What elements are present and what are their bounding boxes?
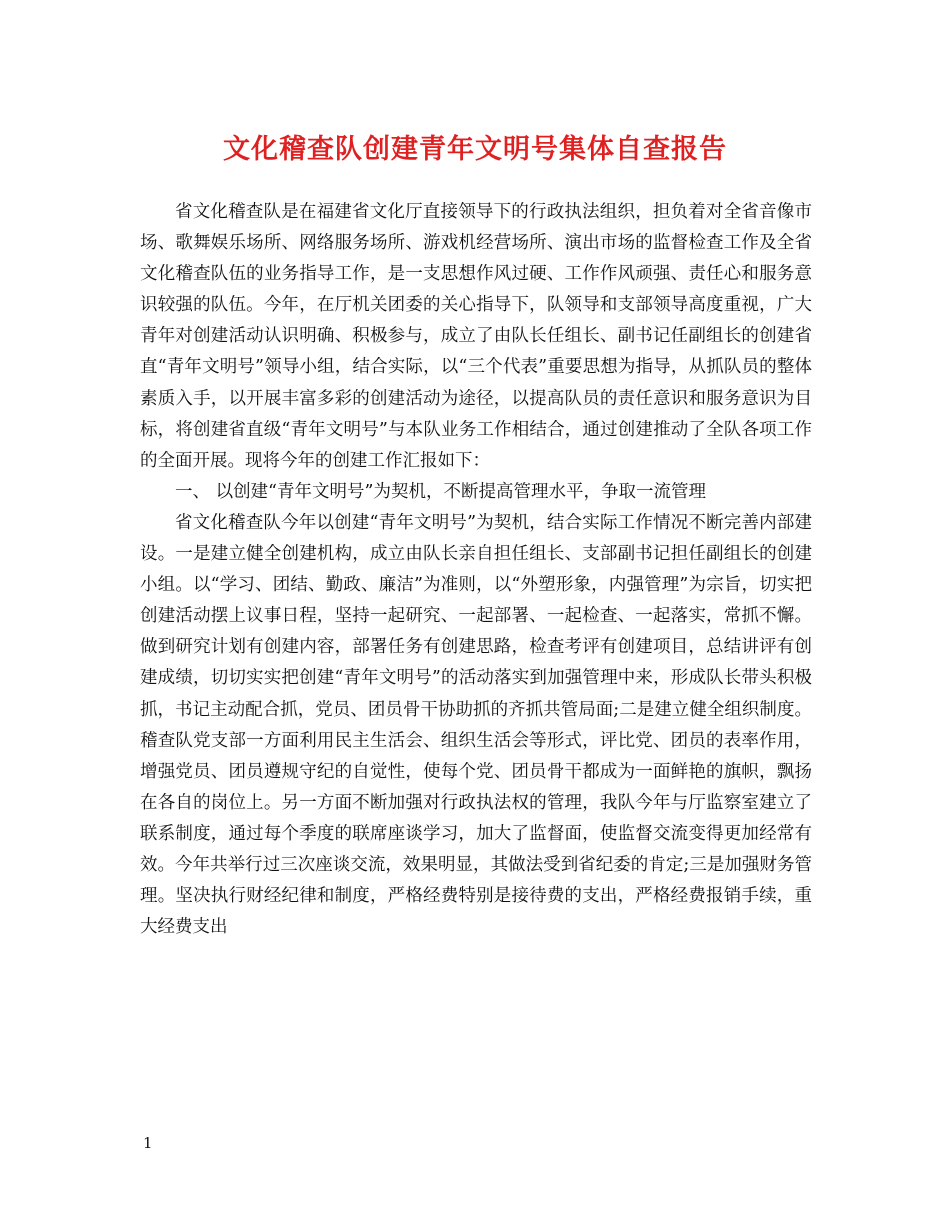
section-paragraph: 省文化稽查队今年以创建“青年文明号”为契机，结合实际工作情况不断完善内部建设。一是建立健全创建机构，成立由队长亲自担任组长、支部副书记担任副组长的创建小组。以“学习、团结、勤政、廉洁”为准则，以“外塑形象，内强管理”为宗旨，切实把创建活动摆上议事日程，坚持一起研究、一起部署、一起检查、一起落实，常抓不懈。做到研究计划有创建内容，部署任务有创建思路，检查考评有创建项目，总结讲评有创建成绩，切切实实把创建“青年文明号”的活动落实到加强管理中来，形成队长带头积极抓，书记主动配合抓，党员、团员骨干协助抓的齐抓共管局面;二是建立健全组织制度。稽查队党支部一方面利用民主生活会、组织生活会等形式，评比党、团员的表率作用，增强党员、团员遵规守纪的自觉性，使每个党、团员骨干都成为一面鲜艳的旗帜，飘扬在各自的岗位上。另一方面不断加强对行政执法权的管理，我队今年与厅监察室建立了联系制度，通过每个季度的联席座谈学习，加大了监督面，使监督交流变得更加经常有效。今年共举行过三次座谈交流，效果明显，其做法受到省纪委的肯定;三是加强财务管理。坚决执行财经纪律和制度，严格经费特别是接待费的支出，严格经费报销手续，重大经费支出 [140, 512, 812, 938]
document-body [140, 197, 812, 943]
document-title: 文化稽查队创建青年文明号集体自查报告 [223, 134, 727, 165]
page-number: 1 [143, 1134, 153, 1152]
section-heading: 一、 以创建“青年文明号”为契机，不断提高管理水平，争取一流管理 [175, 481, 706, 502]
intro-paragraph: 省文化稽查队是在福建省文化厅直接领导下的行政执法组织，担负着对全省音像市场、歌舞娱乐场所、网络服务场所、游戏机经营场所、演出市场的监督检查工作及全省文化稽查队伍的业务指导工作，是一支思想作风过硬、工作作风顽强、责任心和服务意识较强的队伍。今年，在厅机关团委的关心指导下，队领导和支部领导高度重视，广大青年对创建活动认识明确、积极参与，成立了由队长任组长、副书记任副组长的创建省直“青年文明号”领导小组，结合实际，以“三个代表”重要思想为指导，从抓队员的整体素质入手，以开展丰富多彩的创建活动为途径，以提高队员的责任意识和服务意识为目标，将创建省直级“青年文明号”与本队业务工作相结合，通过创建推动了全队各项工作的全面开展。现将今年的创建工作汇报如下： [140, 202, 812, 471]
